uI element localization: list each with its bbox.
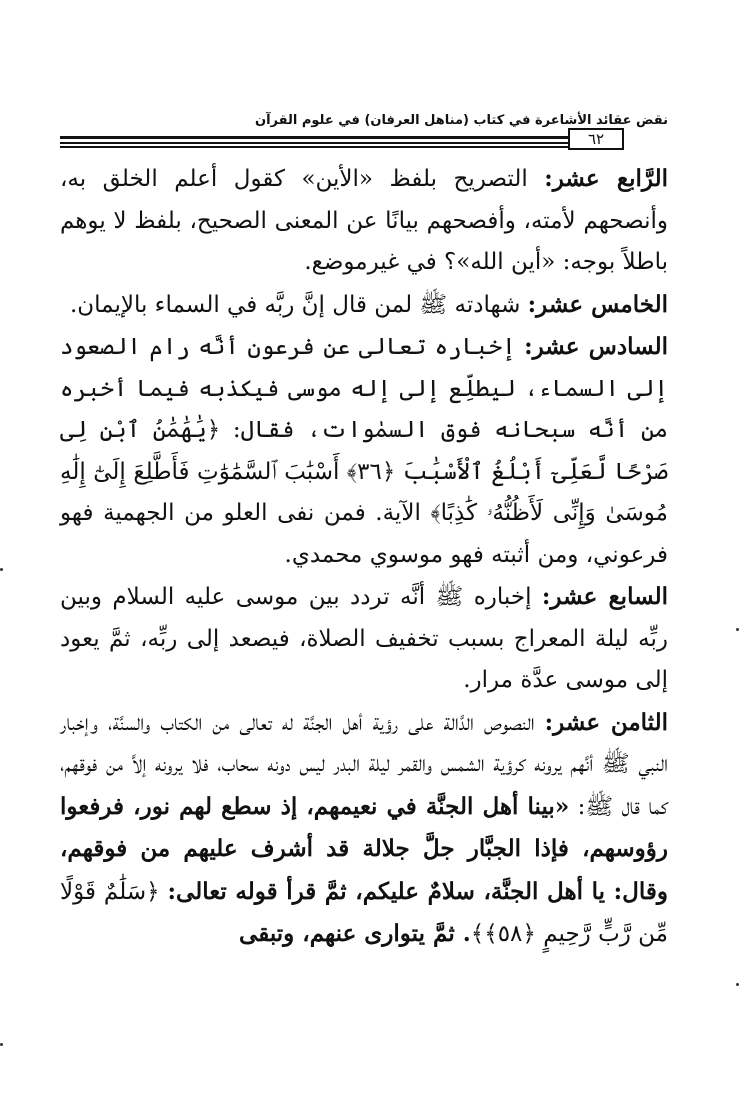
quran-verse: ﴿سَلَٰمٌ قَوْلًا مِّن رَّبٍّ رَّحِيمٍ ﴿٥٨﴾﴾ xyxy=(60,878,668,947)
paragraph-text: النصوص الدَّالة على رؤية أهل الجنَّة له تعالى من الكتاب والسنَّة، وإخبار النبي ﷺ أنَّهم يرونه كرؤية الشمس والقمر ليلة البدر ليس دونه سحاب، فلا يرونه إلاَّ من فوقهم، كما قال ﷺ: xyxy=(60,709,668,820)
paragraph-text: التصريح بلفظ «الأين» كقول أعلم الخلق به، وأنصحهم لأمته، وأفصحهم بيانًا عن المعنى الصحيح، بلفظ لا يوهم باطلاً بوجه: «أين الله»؟ في غيرموضع. xyxy=(60,166,668,275)
paragraph-16 xyxy=(60,326,668,576)
paragraph-text: إخباره ﷺ أنَّه تردد بين موسى عليه السلام وبين ربِّه ليلة المعراج بسبب تخفيف الصلاة، فيصعد إلى ربِّه، ثمَّ يعود إلى موسى عدَّة مرار. xyxy=(60,584,668,693)
margin-mark xyxy=(0,568,3,571)
margin-mark xyxy=(0,1043,3,1046)
hadith-quote: «بينا أهل الجنَّة في نعيمهم، إذ سطع لهم نور، فرفعوا رؤوسهم، فإذا الجبَّار جلَّ جلالة قد أشرف عليهم من فوقهم، وقال: يا أهل الجنَّة، سلامٌ عليكم، ثمَّ قرأ قوله تعالى: xyxy=(60,792,668,905)
margin-mark xyxy=(736,628,739,631)
margin-mark xyxy=(736,983,739,986)
paragraph-heading: السابع عشر: xyxy=(541,583,669,610)
quran-verse: ﴿يَٰهَٰمَٰنُ ٱبْنِ لِى صَرْحًا لَّعَلِّىٓ أَبْلُغُ ٱلْأَسْبَٰبَ ﴿٣٦﴾ أَسْبَٰبَ ٱلسَّمَٰوَٰتِ فَأَطَّلِعَ إِلَىٰٓ إِلَٰهِ مُوسَىٰ وَإِنِّى لَأَظُنُّهُۥ كَٰذِبًا﴾ xyxy=(60,417,668,526)
paragraph-text: إخباره تعالى عن فرعون أنَّه رام الصعود إلى السماء، ليطلِّع إلى إله موسى فيكذبه فيما أخبره من أنَّه سبحانه فوق السمٰوات، فقال: xyxy=(60,334,668,443)
paragraph-text: شهادته ﷺ لمن قال إنَّ ربَّه في السماء بالإيمان. xyxy=(69,291,528,318)
paragraph-heading: الخامس عشر: xyxy=(527,290,668,318)
paragraph-text: الآية. فمن نفى العلو من الجهمية فهو فرعوني، ومن أثبته فهو موسوي محمدي. xyxy=(60,500,668,568)
paragraph-15 xyxy=(60,284,668,327)
header-rule xyxy=(60,146,600,148)
paragraph-14 xyxy=(60,158,668,284)
paragraph-heading: الثامن عشر: xyxy=(544,708,668,736)
paragraph-heading: السادس عشر: xyxy=(524,333,668,360)
page-number: ٦٢ xyxy=(568,128,624,150)
hadith-quote-continued: . ثمَّ يتوارى عنهم، وتبقى xyxy=(239,920,471,947)
header-rule xyxy=(60,136,600,139)
paragraph-17 xyxy=(60,576,668,702)
paragraph-18 xyxy=(60,702,668,956)
header-rule xyxy=(60,142,600,144)
main-text xyxy=(60,158,668,956)
paragraph-heading: الرَّابع عشر: xyxy=(544,165,668,192)
running-title: نقض عقائد الأشاعرة في كتاب (مناهل العرفان) في علوم القرآن xyxy=(255,113,668,128)
